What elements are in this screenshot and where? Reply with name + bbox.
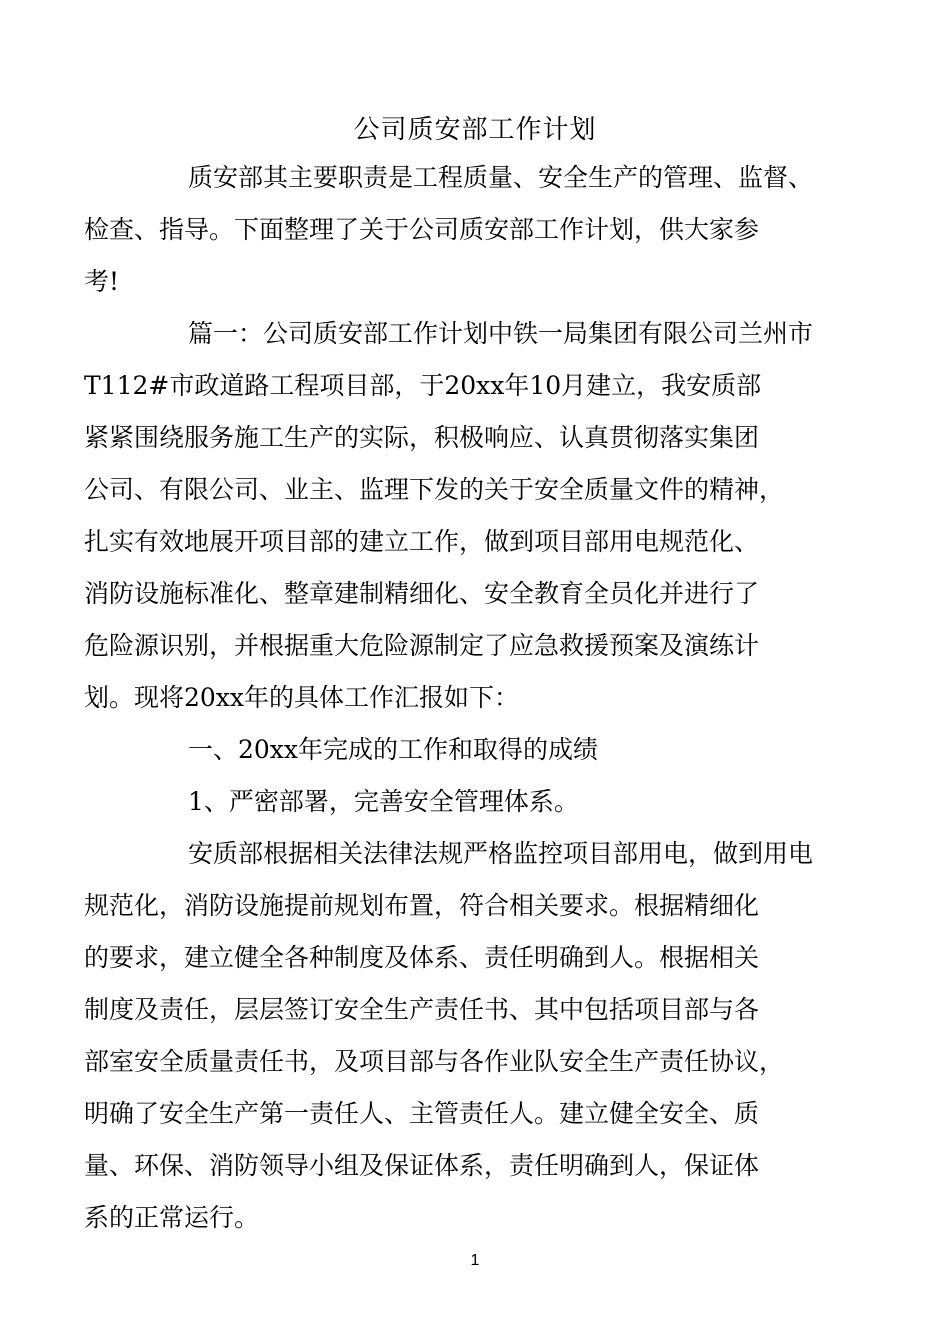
section-heading xyxy=(136,724,836,776)
text-line: 制度及责任，层层签订安全生产责任书、其中包括项目部与各 xyxy=(84,995,760,1024)
text-line: 规范化，消防设施提前规划布置，符合相关要求。根据精细化 xyxy=(84,891,760,920)
paragraph-intro xyxy=(84,152,836,308)
text-line: T112#市政道路工程项目部，于20xx年10月建立，我安质部 xyxy=(84,371,762,400)
text-line: 检查、指导。下面整理了关于公司质安部工作计划，供大家参 xyxy=(84,215,760,244)
text-line: 扎实有效地展开项目部的建立工作，做到项目部用电规范化、 xyxy=(84,527,760,556)
paragraph-part-one xyxy=(84,308,836,724)
document-title: 公司质安部工作计划 xyxy=(353,115,597,145)
document-body xyxy=(84,152,836,1244)
text-line: 危险源识别，并根据重大危险源制定了应急救援预案及演练计 xyxy=(84,631,760,660)
text-line: 质安部其主要职责是工程质量、安全生产的管理、监督、 xyxy=(188,163,814,192)
subsection-heading xyxy=(136,776,836,828)
text-line: 量、环保、消防领导小组及保证体系，责任明确到人，保证体 xyxy=(84,1151,760,1180)
text-line: 1、严密部署，完善安全管理体系。 xyxy=(188,787,579,816)
text-line: 系的正常运行。 xyxy=(84,1203,260,1232)
text-line: 篇一：公司质安部工作计划中铁一局集团有限公司兰州市 xyxy=(188,319,814,348)
paragraph-safety-system xyxy=(84,828,836,1244)
text-line: 部室安全质量责任书，及项目部与各作业队安全生产责任协议， xyxy=(84,1047,785,1076)
text-line: 一、20xx年完成的工作和取得的成绩 xyxy=(188,735,599,764)
text-line: 公司、有限公司、业主、监理下发的关于安全质量文件的精神， xyxy=(84,475,785,504)
page-number: 1 xyxy=(470,1252,480,1269)
text-line: 紧紧围绕服务施工生产的实际，积极响应、认真贯彻落实集团 xyxy=(84,423,760,452)
text-line: 考! xyxy=(84,267,120,296)
text-line: 的要求，建立健全各种制度及体系、责任明确到人。根据相关 xyxy=(84,943,760,972)
text-line: 划。现将20xx年的具体工作汇报如下： xyxy=(84,683,520,712)
text-line: 明确了安全生产第一责任人、主管责任人。建立健全安全、质 xyxy=(84,1099,760,1128)
text-line: 消防设施标准化、整章建制精细化、安全教育全员化并进行了 xyxy=(84,579,760,608)
text-line: 安质部根据相关法律法规严格监控项目部用电，做到用电 xyxy=(188,839,814,868)
